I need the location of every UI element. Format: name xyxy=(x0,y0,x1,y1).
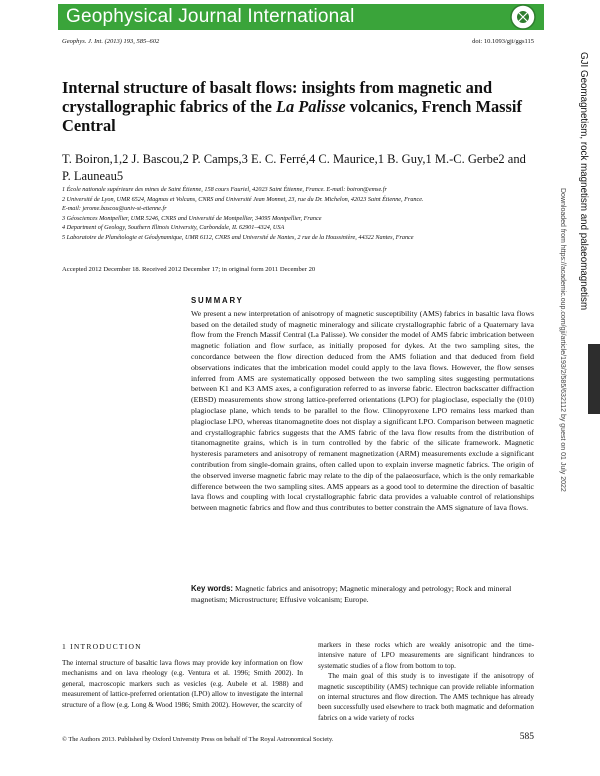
keywords-text: Magnetic fabrics and anisotropy; Magnetic mineralogy and petrology; Rock and mineral magnetism; Microstructure; Effusive volcanism; Europe. xyxy=(191,584,512,604)
affiliation-line: 1 École nationale supérieure des mines de Saint Étienne, 158 cours Fauriel, 42023 Saint Étienne, France. E-mail: boiron@emse.fr xyxy=(62,186,387,193)
side-tab xyxy=(588,344,600,414)
running-citation: Geophys. J. Int. (2013) 193, 585–602 xyxy=(62,38,160,45)
journal-banner xyxy=(58,4,544,30)
page-number: 585 xyxy=(519,732,534,742)
affiliation-line: 2 Université de Lyon, UMR 6524, Magmas et Volcans, CNRS and Université Jean Monnet, 23, rue du Dr. Michelon, 42023 Saint Étienne, France. xyxy=(62,195,424,203)
section-label: GJI Geomagnetism, rock magnetism and palaeomagnetism xyxy=(578,52,589,311)
affiliation-line: 5 Laboratoire de Planétologie et Géodynamique, UMR 6112, CNRS and Université de Nantes, 2 rue de la Houssinière, 44322 Nantes, France xyxy=(62,233,414,241)
introduction-right-column xyxy=(318,640,534,723)
introduction-left-column xyxy=(62,658,303,710)
keywords-label: Key words: xyxy=(191,584,234,593)
journal-crest-icon xyxy=(508,2,538,32)
affiliation-line: E-mail: jerome.bascou@univ-st-etienne.fr xyxy=(62,205,167,212)
accepted-dates: Accepted 2012 December 18. Received 2012 December 17; in original form 2011 December 20 xyxy=(62,266,316,273)
summary-section xyxy=(191,296,534,514)
affiliation-line: 4 Department of Geology, Southern Illinois University, Carbondale, IL 62901–4324, USA xyxy=(62,224,285,231)
doi-link[interactable]: doi: 10.1093/gji/ggs115 xyxy=(472,38,534,45)
paragraph: The internal structure of basaltic lava flows may provide key information on flow mechanisms and on lava rheology (e.g. Ventura et al. 1996; Smith 2002). In general, macroscopic markers such as vesicles (e.g. Aubele et al. 1988) and measurement of lattice-preferred orientation (LPO) allow to investigate the internal structure of a flow (e.g. Long & Wood 1986; Smith 2002). However, the scarcity of xyxy=(62,659,303,709)
journal-title: Geophysical Journal International xyxy=(66,6,355,27)
copyright-notice: © The Authors 2013. Published by Oxford University Press on behalf of The Royal Astronomical Society. xyxy=(62,736,334,743)
summary-heading: SUMMARY xyxy=(191,296,244,305)
affiliation-line: 3 Géosciences Montpellier, UMR 5246, CNRS and Université de Montpellier, 34095 Montpellier, France xyxy=(62,214,322,222)
article-title: Internal structure of basalt flows: insights from magnetic and crystallographic fabrics of the La Palisse volcanics, French Massif Central xyxy=(62,78,522,135)
introduction-heading: 1 INTRODUCTION xyxy=(62,642,142,651)
paragraph: markers in these rocks which are weakly anisotropic and the time-intensive nature of LPO measurements are significant hindrances to systematic studies of a flow from bottom to top. xyxy=(318,641,534,670)
keywords xyxy=(191,584,534,606)
author-list: T. Boiron,1,2 J. Bascou,2 P. Camps,3 E. C. Ferré,4 C. Maurice,1 B. Guy,1 M.-C. Gerbe2 and P. Launeau5 xyxy=(62,152,526,183)
affiliations xyxy=(62,185,532,242)
download-watermark[interactable]: Downloaded from https://academic.oup.com/gji/article/193/2/585/632112 by guest on 01 July 2022 xyxy=(559,188,566,492)
paragraph: The main goal of this study is to investigate if the anisotropy of magnetic susceptibility (AMS) technique can provide reliable information on internal structures and flow direction. The AMS technique has already been successfully used elsewhere to track both magmatic and deformation fabrics on a wide variety of rocks xyxy=(318,672,534,722)
summary-text: We present a new interpretation of anisotropy of magnetic susceptibility (AMS) fabrics in basaltic lava flows based on the detailed study of magnetic mineralogy and silicate crystallographic fabric of a Quaternary lava flow from the French Massif Central (La Palisse). We consider the model of AMS fabric imbrication between magnetic foliation and flow surface, as initially proposed for dykes. At the two sampling sites, the concordance between the flow direction deduced from the AMS foliation and that deduced from field observations indicates that the imbrication model could apply to the lava flows. However, the flow senses inferred from AMS are systematically opposed between the two sampling sites suggesting permutations between K1 and K3 AMS axes, a configuration referred to as inverse fabric. Electron backscatter diffraction (EBSD) measurements show strong lattice-preferred orientations (LPO) for plagioclase, especially the (010) plagioclase plane, which tends to be parallel to the flow. Clinopyroxene LPO remains less marked than plagioclase LPO, whereas titanomagnetite does not display a significant LPO. Comparison between magnetic and crystallographic fabrics suggests that the AMS fabric of the lava flow results from the distribution of titanomagnetite grains, which is in turn controlled by the fabric of the silicate framework. Magnetic hysteresis parameters and anisotropy of remanent magnetization (ARM) measurements exclude a significant contribution from single-domain grains, often called upon to explain inverse magnetic fabrics. The origin of the observed inverse magnetic fabric may relate to the dip of the palaeosurface, which is the only remarkable difference between the two sampling sites. AMS appears as a good tool to determine the direction of basaltic lava flows and coupling with local crystallographic fabric data provides a valuable control of relationships between magnetic fabrics and flow and thus contributes to better constrain the AMS signature of lava flows. xyxy=(191,308,534,513)
